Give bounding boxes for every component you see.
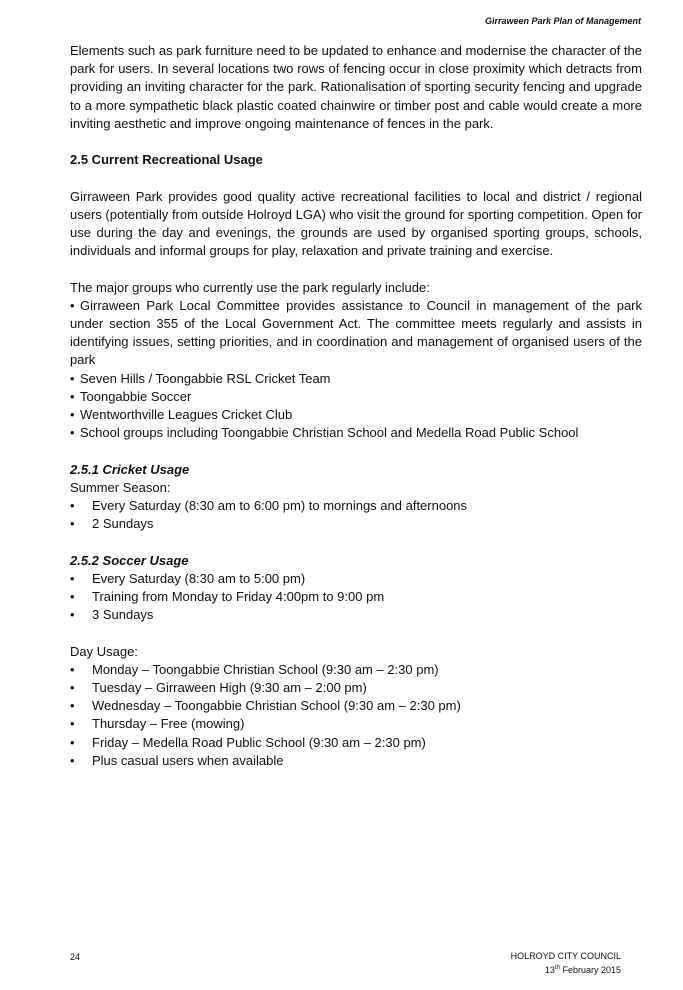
list-item: • 3 Sundays — [70, 606, 642, 624]
running-header: Girraween Park Plan of Management — [484, 16, 641, 26]
subsection-heading-cricket: 2.5.1 Cricket Usage — [70, 461, 190, 477]
council-name: HOLROYD CITY COUNCIL — [510, 951, 621, 961]
bullet: • — [70, 680, 75, 696]
day-usage-list — [70, 661, 642, 770]
list-item: • Friday – Medella Road Public School (9:30 am – 2:30 pm) — [70, 734, 642, 752]
groups-intro: The major groups who currently use the park regularly include: — [70, 279, 430, 295]
bullet: • — [70, 370, 75, 386]
bullet: • — [70, 425, 75, 441]
footer-council — [511, 950, 621, 976]
bullet: • — [70, 516, 75, 532]
footer-date: 13th February 2015 — [544, 965, 621, 975]
list-item: • Wednesday – Toongabbie Christian School (9:30 am – 2:30 pm) — [70, 697, 642, 715]
list-item: • Wentworthville Leagues Cricket Club — [70, 406, 642, 424]
bullet: • — [70, 297, 75, 313]
season-label: Summer Season: — [70, 479, 171, 495]
list-item: • Thursday – Free (mowing) — [70, 715, 642, 733]
cricket-list — [70, 497, 642, 533]
soccer-list — [70, 570, 642, 625]
bullet: • — [70, 734, 75, 750]
list-item: • Girraween Park Local Committee provides assistance to Council in management of the park under section 355 of the Local Government Act. The committee meets regularly and assists in identifying issues, setting priorities, and in coordination and management of organised users of the park — [70, 297, 642, 368]
bullet: • — [70, 498, 75, 514]
page-number: 24 — [70, 952, 81, 962]
bullet: • — [70, 752, 75, 768]
bullet: • — [70, 570, 75, 586]
bullet: • — [70, 716, 75, 732]
subsection-heading-soccer: 2.5.2 Soccer Usage — [70, 552, 189, 568]
list-item: • Every Saturday (8:30 am to 5:00 pm) — [70, 570, 642, 588]
bullet: • — [70, 661, 75, 677]
list-item: • Monday – Toongabbie Christian School (9:30 am – 2:30 pm) — [70, 661, 642, 679]
day-usage-label: Day Usage: — [70, 643, 138, 659]
list-item: • Tuesday – Girraween High (9:30 am – 2:00 pm) — [70, 679, 642, 697]
list-item: • Every Saturday (8:30 am to 6:00 pm) to mornings and afternoons — [70, 497, 642, 515]
bullet: • — [70, 607, 75, 623]
bullet: • — [70, 407, 75, 423]
list-item: • School groups including Toongabbie Christian School and Medella Road Public School — [70, 424, 642, 442]
bullet: • — [70, 589, 75, 605]
list-item: • Plus casual users when available — [70, 752, 642, 770]
list-item: • 2 Sundays — [70, 515, 642, 533]
section-heading-2-5: 2.5 Current Recreational Usage — [70, 152, 263, 168]
list-item: • Toongabbie Soccer — [70, 388, 642, 406]
intro-paragraph: Elements such as park furniture need to be updated to enhance and modernise the character of the park for users. In several locations two rows of fencing occur in close proximity which detracts from providing an inviting character for the park. Rationalisation of sporting security fencing and upgrade to a more sympathetic black plastic coated chainwire or timber post and cable would create a more inviting aesthetic and improve ongoing maintenance of fences in the park. — [70, 43, 642, 131]
list-item: • Training from Monday to Friday 4:00pm to 9:00 pm — [70, 588, 642, 606]
bullet: • — [70, 698, 75, 714]
usage-paragraph: Girraween Park provides good quality active recreational facilities to local and district / regional users (potentially from outside Holroyd LGA) who visit the ground for sporting competition. Open for use during the day and evenings, the grounds are used by organised sporting groups, schools, individuals and informal groups for play, relaxation and private training and exercise. — [70, 188, 642, 259]
page-content — [70, 42, 642, 770]
list-item: • Seven Hills / Toongabbie RSL Cricket Team — [70, 370, 642, 388]
groups-list — [70, 297, 642, 443]
bullet: • — [70, 388, 75, 404]
